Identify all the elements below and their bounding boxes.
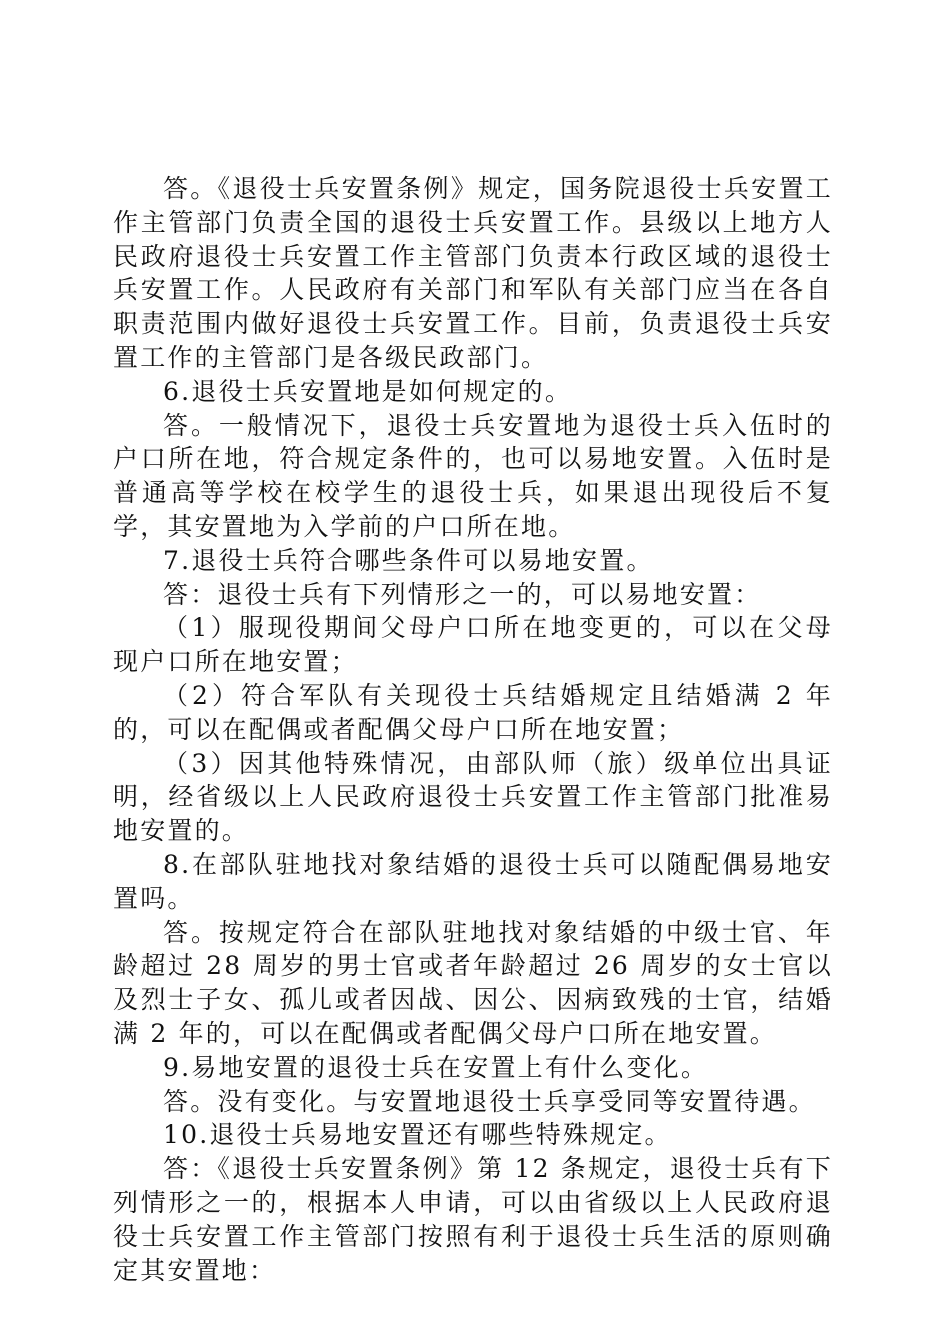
list-item-2: （2）符合军队有关现役士兵结婚规定且结婚满 2 年的，可以在配偶或者配偶父母户口所在地安置； (113, 680, 833, 744)
question-10: 10.退役士兵易地安置还有哪些特殊规定。 (163, 1120, 672, 1150)
question-7: 7.退役士兵符合哪些条件可以易地安置。 (163, 545, 654, 575)
question-8: 8.在部队驻地找对象结婚的退役士兵可以随配偶易地安置吗。 (113, 849, 833, 913)
answer-paragraph-8: 答。按规定符合在部队驻地找对象结婚的中级士官、年龄超过 28 周岁的男士官或者年龄超过 26 周岁的女士官以及烈士子女、孤儿或者因战、因公、因病致残的士官，结婚满 2 年的，可以在配偶或者配偶父母户口所在地安置。 (113, 917, 833, 1048)
list-item-1: （1）服现役期间父母户口所在地变更的，可以在父母现户口所在地安置； (113, 613, 833, 677)
answer-paragraph-9: 答。没有变化。与安置地退役士兵享受同等安置待遇。 (163, 1086, 816, 1116)
answer-paragraph-10: 答：《退役士兵安置条例》第 12 条规定，退役士兵有下列情形之一的，根据本人申请，可以由省级以上人民政府退役士兵安置工作主管部门按照有利于退役士兵生活的原则确定其安置地： (113, 1154, 833, 1285)
answer-paragraph-5: 答。《退役士兵安置条例》规定，国务院退役士兵安置工作主管部门负责全国的退役士兵安置工作。县级以上地方人民政府退役士兵安置工作主管部门负责本行政区域的退役士兵安置工作。人民政府有关部门和军队有关部门应当在各自职责范围内做好退役士兵安置工作。目前，负责退役士兵安置工作的主管部门是各级民政部门。 (113, 174, 833, 372)
question-6: 6.退役士兵安置地是如何规定的。 (163, 376, 573, 406)
question-9: 9.易地安置的退役士兵在安置上有什么变化。 (163, 1052, 709, 1082)
answer-paragraph-6: 答。一般情况下，退役士兵安置地为退役士兵入伍时的户口所在地，符合规定条件的，也可以易地安置。入伍时是普通高等学校在校学生的退役士兵，如果退出现役后不复学，其安置地为入学前的户口所在地。 (113, 410, 833, 541)
document-body (113, 172, 833, 1287)
answer-paragraph-7: 答：退役士兵有下列情形之一的，可以易地安置： (163, 579, 762, 609)
list-item-3: （3）因其他特殊情况，由部队师（旅）级单位出具证明，经省级以上人民政府退役士兵安置工作主管部门批准易地安置的。 (113, 748, 833, 846)
